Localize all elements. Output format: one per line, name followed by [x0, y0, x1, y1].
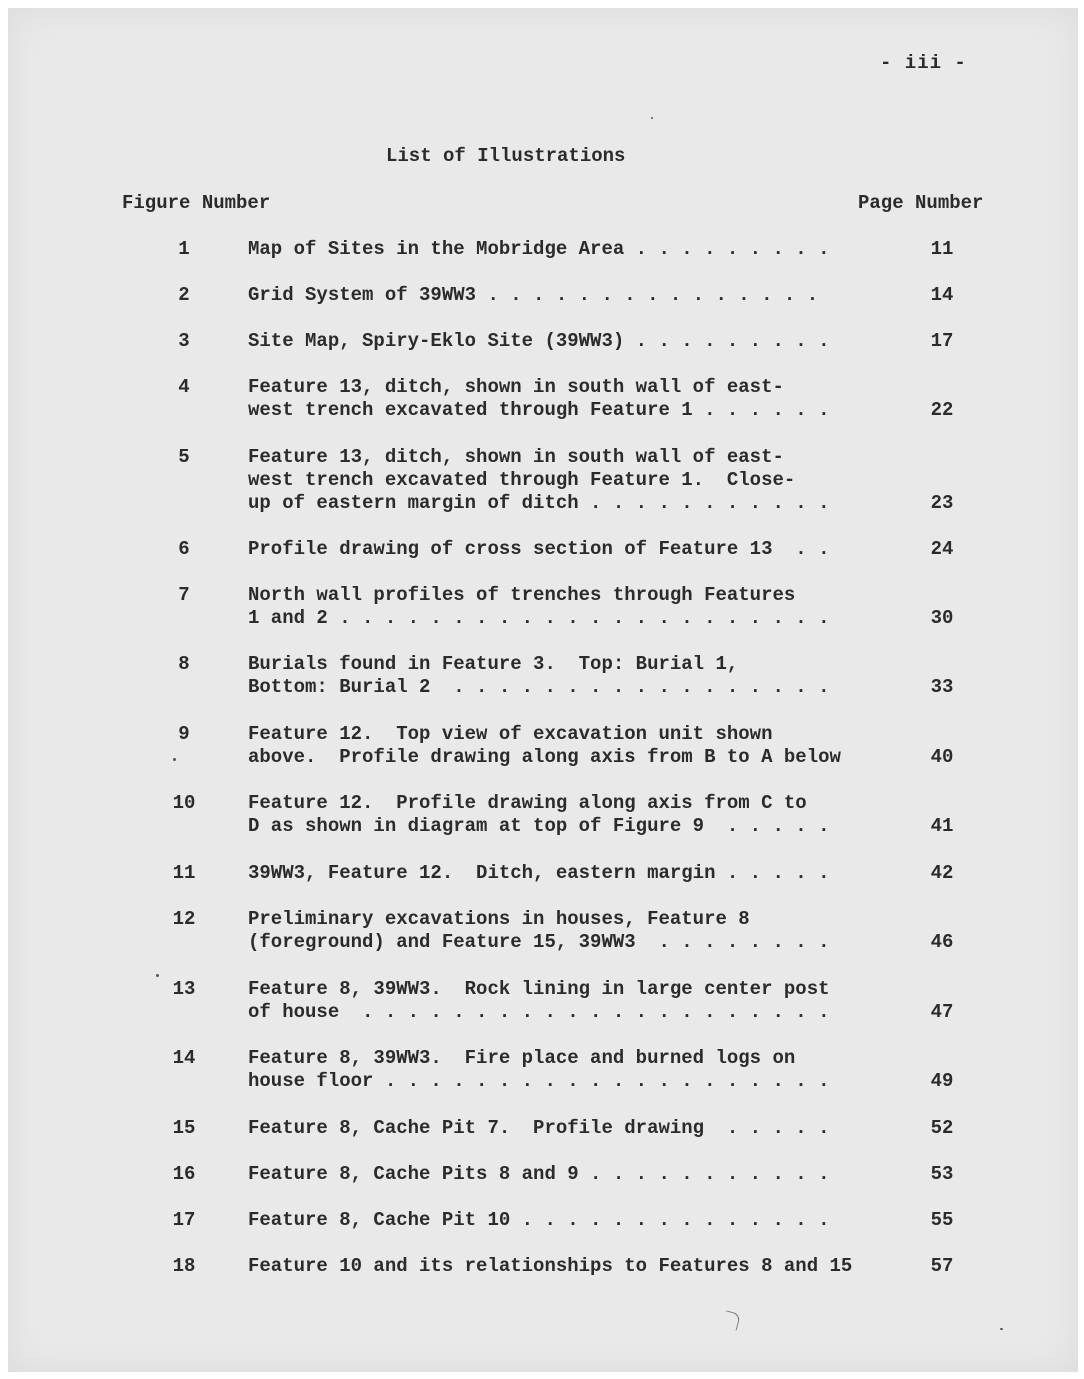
figure-number: 10	[172, 792, 196, 814]
figure-description: Profile drawing of cross section of Feature 13 . .	[248, 538, 830, 560]
figure-number: 14	[172, 1047, 196, 1069]
figure-description: 39WW3, Feature 12. Ditch, eastern margin . . . . .	[248, 862, 830, 884]
list-item	[0, 584, 1084, 630]
figure-number: 2	[178, 284, 190, 306]
figure-number: 9	[178, 723, 190, 745]
figure-page-number: 46	[930, 931, 954, 953]
paper-speck	[651, 117, 653, 119]
figure-page-number: 41	[930, 815, 954, 837]
list-item	[0, 1117, 1084, 1140]
figure-page-number: 42	[930, 862, 954, 884]
figure-number: 4	[178, 376, 190, 398]
figure-page-number: 49	[930, 1070, 954, 1092]
figure-description: Preliminary excavations in houses, Feature 8 (foreground) and Feature 15, 39WW3 . . . . . . . .	[248, 908, 830, 953]
figure-page-number: 47	[930, 1001, 954, 1023]
figure-page-number: 52	[930, 1117, 954, 1139]
figure-description: Feature 8, Cache Pit 10 . . . . . . . . . . . . . .	[248, 1209, 830, 1231]
list-item	[0, 862, 1084, 885]
figure-description: Feature 12. Profile drawing along axis from C to D as shown in diagram at top of Figure 9 . . . . .	[248, 792, 830, 837]
figure-number: 15	[172, 1117, 196, 1139]
figure-number: 18	[172, 1255, 196, 1277]
figure-description: Feature 8, Cache Pit 7. Profile drawing . . . . .	[248, 1117, 830, 1139]
figure-number: 5	[178, 446, 190, 468]
list-item	[0, 284, 1084, 307]
list-item	[0, 978, 1084, 1024]
list-item	[0, 792, 1084, 838]
figure-number: 16	[172, 1163, 196, 1185]
figure-description: North wall profiles of trenches through Features 1 and 2 . . . . . . . . . . . . . . . . . . . . . .	[248, 584, 830, 629]
list-item	[0, 538, 1084, 561]
figure-description: Feature 12. Top view of excavation unit shown above. Profile drawing along axis from B to A below	[248, 723, 841, 768]
figure-page-number: 17	[930, 330, 954, 352]
figure-number: 8	[178, 653, 190, 675]
figure-page-number: 14	[930, 284, 954, 306]
list-item	[0, 908, 1084, 954]
list-item	[0, 1209, 1084, 1232]
figure-number: 11	[172, 862, 196, 884]
figure-page-number: 57	[930, 1255, 954, 1277]
page-number-header: Page Number	[858, 192, 984, 214]
figure-number-header: Figure Number	[122, 192, 271, 214]
figure-description: Feature 8, Cache Pits 8 and 9 . . . . . . . . . . .	[248, 1163, 830, 1185]
figure-page-number: 11	[930, 238, 954, 260]
paper-speck	[1000, 1328, 1003, 1330]
figure-number: 17	[172, 1209, 196, 1231]
list-item	[0, 1255, 1084, 1278]
figure-description: Feature 8, 39WW3. Fire place and burned logs on house floor . . . . . . . . . . . . . . . . . . . .	[248, 1047, 830, 1092]
figure-page-number: 22	[930, 399, 954, 421]
list-item	[0, 376, 1084, 422]
figure-number: 12	[172, 908, 196, 930]
list-item	[0, 653, 1084, 699]
list-item	[0, 1047, 1084, 1093]
figure-description: Feature 8, 39WW3. Rock lining in large center post of house . . . . . . . . . . . . . . . . . . . . .	[248, 978, 830, 1023]
figure-description: Feature 13, ditch, shown in south wall of east- west trench excavated through Feature 1 . . . . . .	[248, 376, 830, 421]
list-item	[0, 446, 1084, 515]
figure-page-number: 53	[930, 1163, 954, 1185]
figure-number: 1	[178, 238, 190, 260]
figure-description: Feature 13, ditch, shown in south wall of east- west trench excavated through Feature 1. Close- up of eastern margin of ditch . . . . . . . . . . .	[248, 446, 830, 514]
list-item	[0, 330, 1084, 353]
paper-speck	[156, 974, 159, 977]
figure-description: Feature 10 and its relationships to Features 8 and 15	[248, 1255, 853, 1277]
figure-page-number: 23	[930, 492, 954, 514]
list-item	[0, 723, 1084, 769]
paper-speck	[173, 758, 176, 761]
figure-description: Burials found in Feature 3. Top: Burial 1, Bottom: Burial 2 . . . . . . . . . . . . . . . . .	[248, 653, 830, 698]
page-title: List of Illustrations	[386, 145, 626, 167]
figure-number: 7	[178, 584, 190, 606]
figure-description: Site Map, Spiry-Eklo Site (39WW3) . . . . . . . . .	[248, 330, 830, 352]
figure-page-number: 24	[930, 538, 954, 560]
figure-page-number: 33	[930, 676, 954, 698]
figure-description: Grid System of 39WW3 . . . . . . . . . . . . . . .	[248, 284, 819, 306]
figure-number: 3	[178, 330, 190, 352]
figure-page-number: 40	[930, 746, 954, 768]
figure-description: Map of Sites in the Mobridge Area . . . . . . . . .	[248, 238, 830, 260]
list-item	[0, 1163, 1084, 1186]
list-item	[0, 238, 1084, 261]
figure-page-number: 30	[930, 607, 954, 629]
figure-page-number: 55	[930, 1209, 954, 1231]
figure-number: 6	[178, 538, 190, 560]
figure-number: 13	[172, 978, 196, 1000]
page-number: - iii -	[880, 52, 967, 74]
